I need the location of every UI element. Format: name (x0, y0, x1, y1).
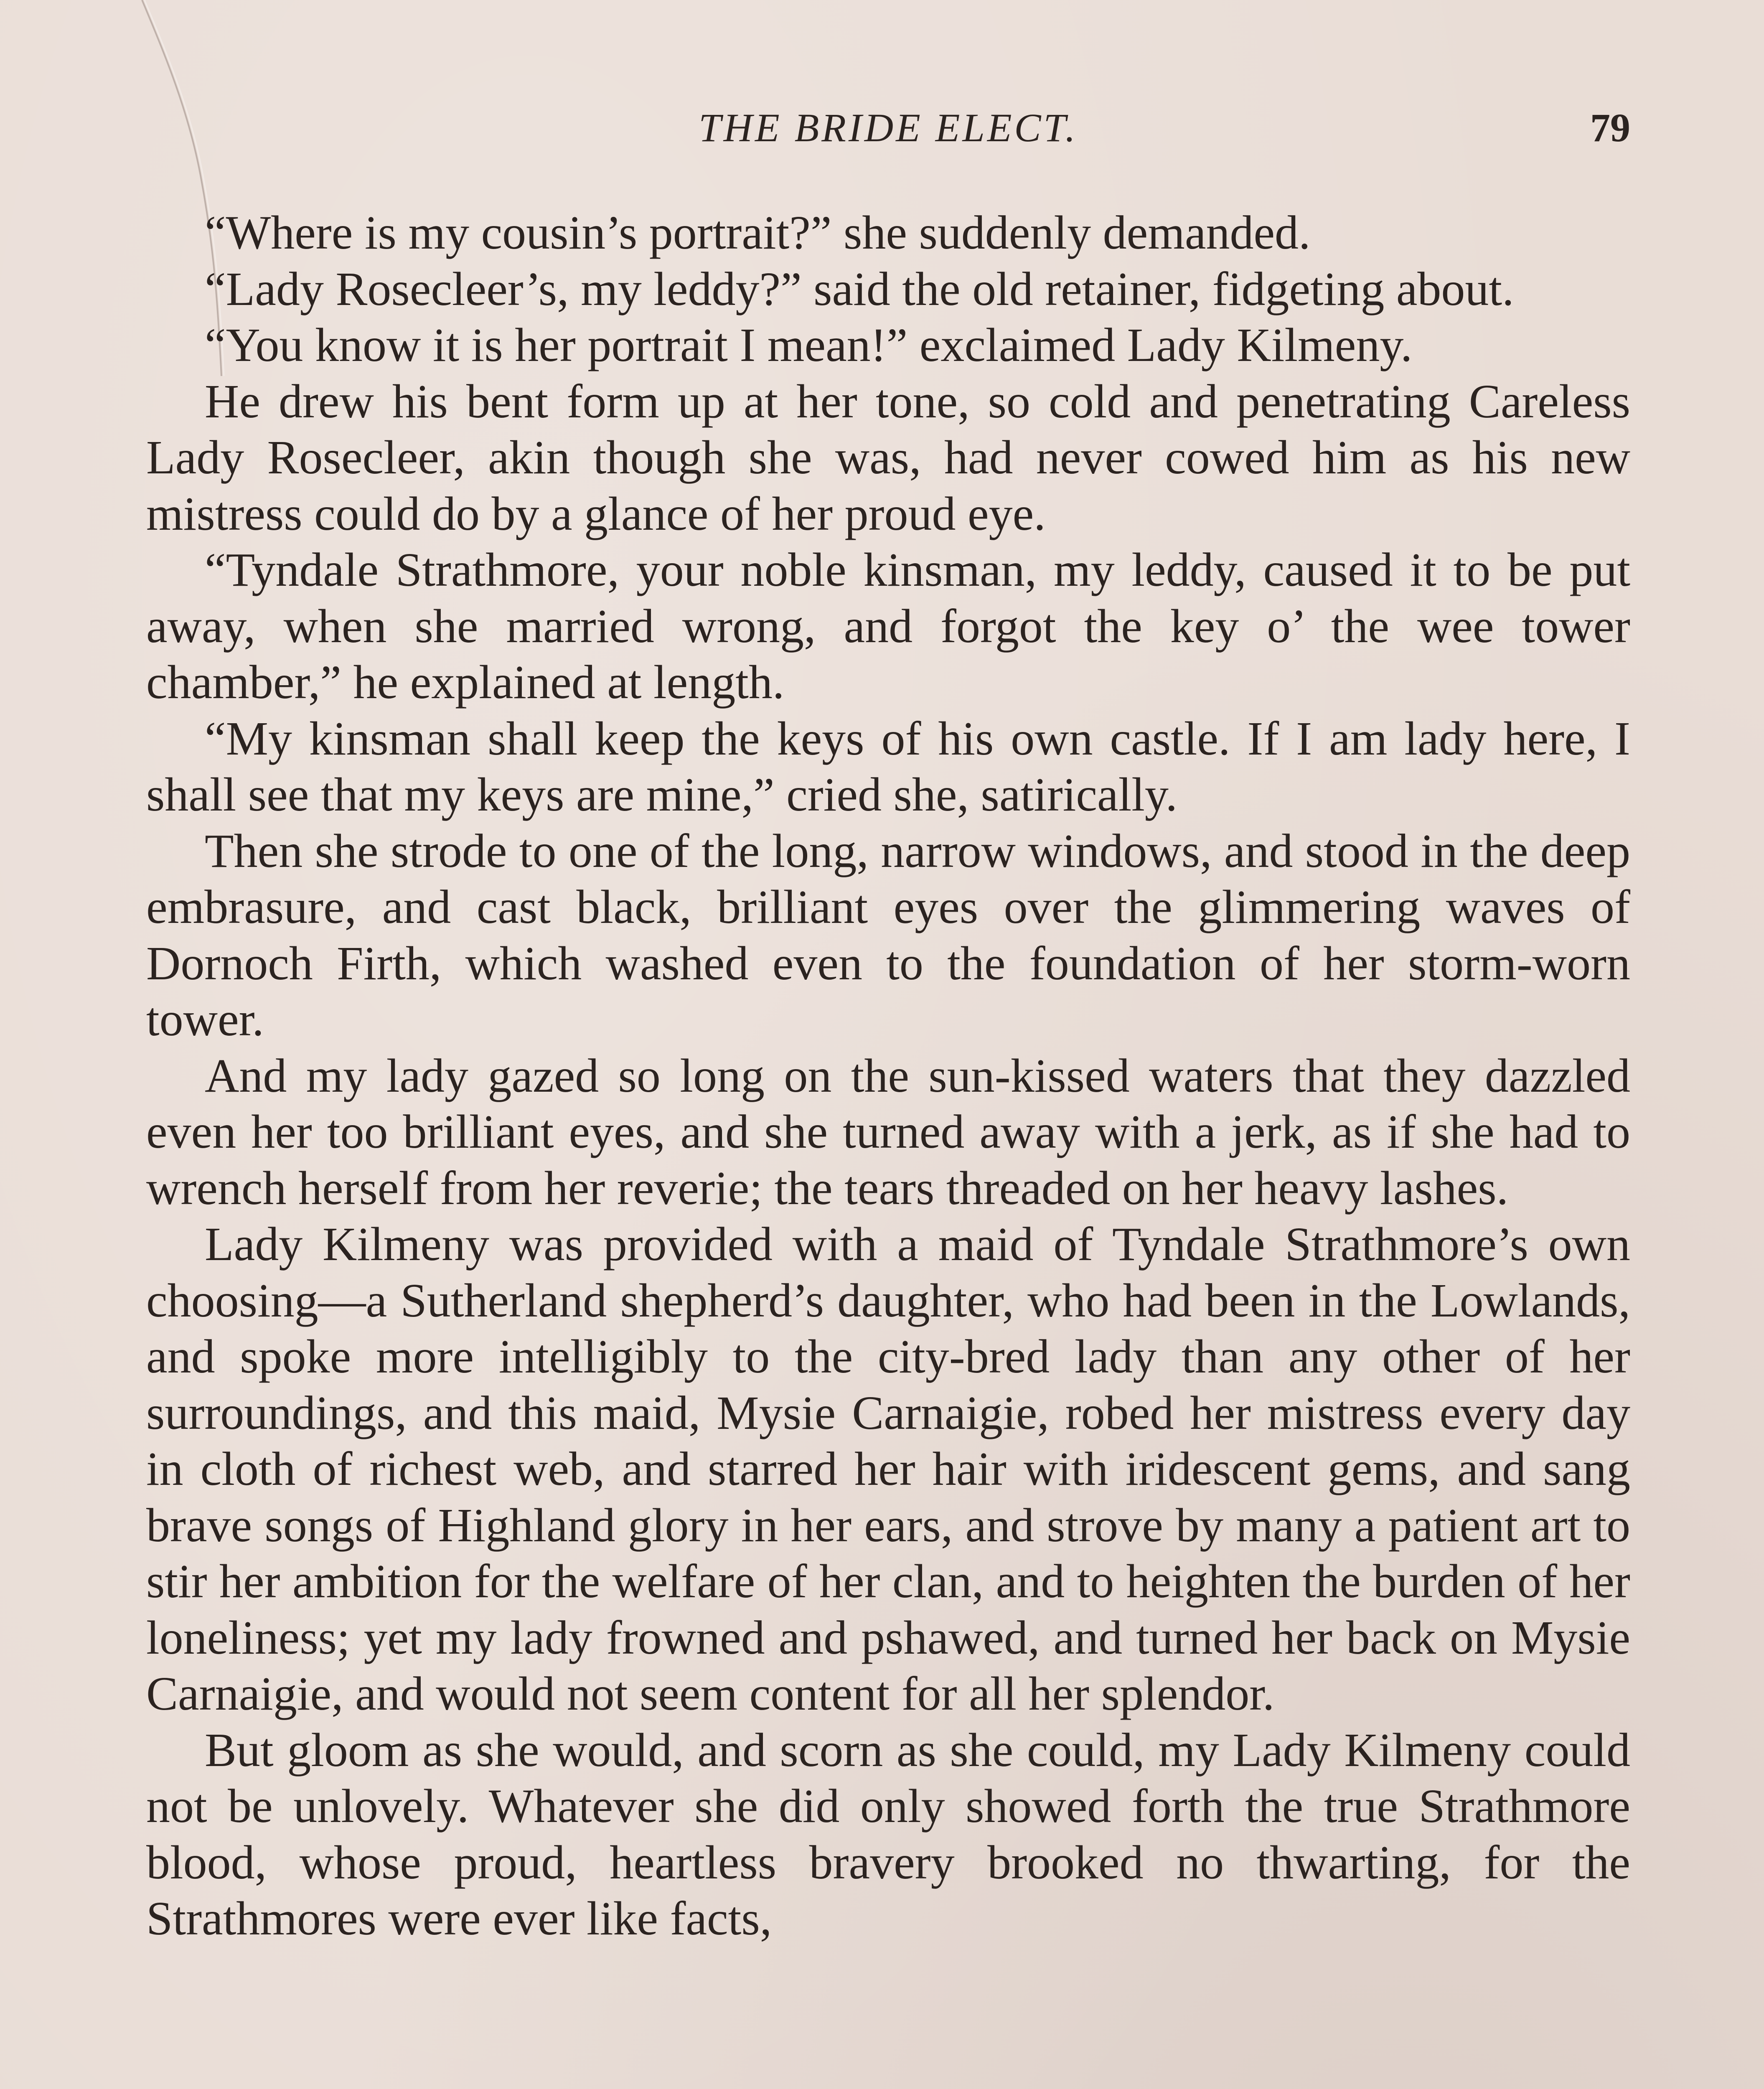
running-head (146, 104, 1630, 155)
paragraph: But gloom as she would, and scorn as she could, my Lady Kilmeny could not be unlovely. Whatever she did only showed forth the true Strathmore blood, whose proud, heartless bravery brooked no thwarting, for the Strathmores were ever like facts, (146, 1723, 1630, 1945)
paragraph: Lady Kilmeny was provided with a maid of Tyndale Strathmore’s own choosing—a Sutherland shepherd’s daughter, who had been in the Lowlands, and spoke more intelligibly to the city-bred lady than any other of her surroundings, and this maid, Mysie Carnaigie, robed her mistress every day in cloth of richest web, and starred her hair with iridescent gems, and sang brave songs of Highland glory in her ears, and strove by many a patient art to stir her ambition for the welfare of her clan, and to heighten the burden of her loneliness; yet my lady frowned and pshawed, and turned her back on Mysie Carnaigie, and would not seem content for all her splendor. (146, 1217, 1630, 1720)
paragraph: “Where is my cousin’s portrait?” she suddenly demanded. (205, 206, 1311, 259)
paragraph: He drew his bent form up at her tone, so cold and penetrating Careless Lady Rosecleer, akin though she was, had never cowed him as his new mistress could do by a glance of her proud eye. (146, 374, 1630, 540)
page-number: 79 (1590, 105, 1630, 150)
paragraph: “My kinsman shall keep the keys of his own castle. If I am lady here, I shall see that my keys are mine,” cried she, satirically. (146, 712, 1630, 821)
paragraph: “Tyndale Strathmore, your noble kinsman, my leddy, caused it to be put away, when she married wrong, and forgot the key o’ the wee tower chamber,” he explained at length. (146, 543, 1630, 709)
body-text (146, 205, 1630, 1947)
paragraph: “You know it is her portrait I mean!” exclaimed Lady Kilmeny. (205, 318, 1413, 371)
paragraph: And my lady gazed so long on the sun-kissed waters that they dazzled even her too brilliant eyes, and she turned away with a jerk, as if she had to wrench herself from her reverie; the tears threaded on her heavy lashes. (146, 1049, 1630, 1215)
paragraph: “Lady Rosecleer’s, my leddy?” said the old retainer, fidgeting about. (205, 262, 1514, 315)
running-title: THE BRIDE ELECT. (699, 105, 1078, 150)
paragraph: Then she strode to one of the long, narrow windows, and stood in the deep embrasure, and cast black, brilliant eyes over the glimmering waves of Dornoch Firth, which washed even to the foundation of her storm-worn tower. (146, 824, 1630, 1046)
